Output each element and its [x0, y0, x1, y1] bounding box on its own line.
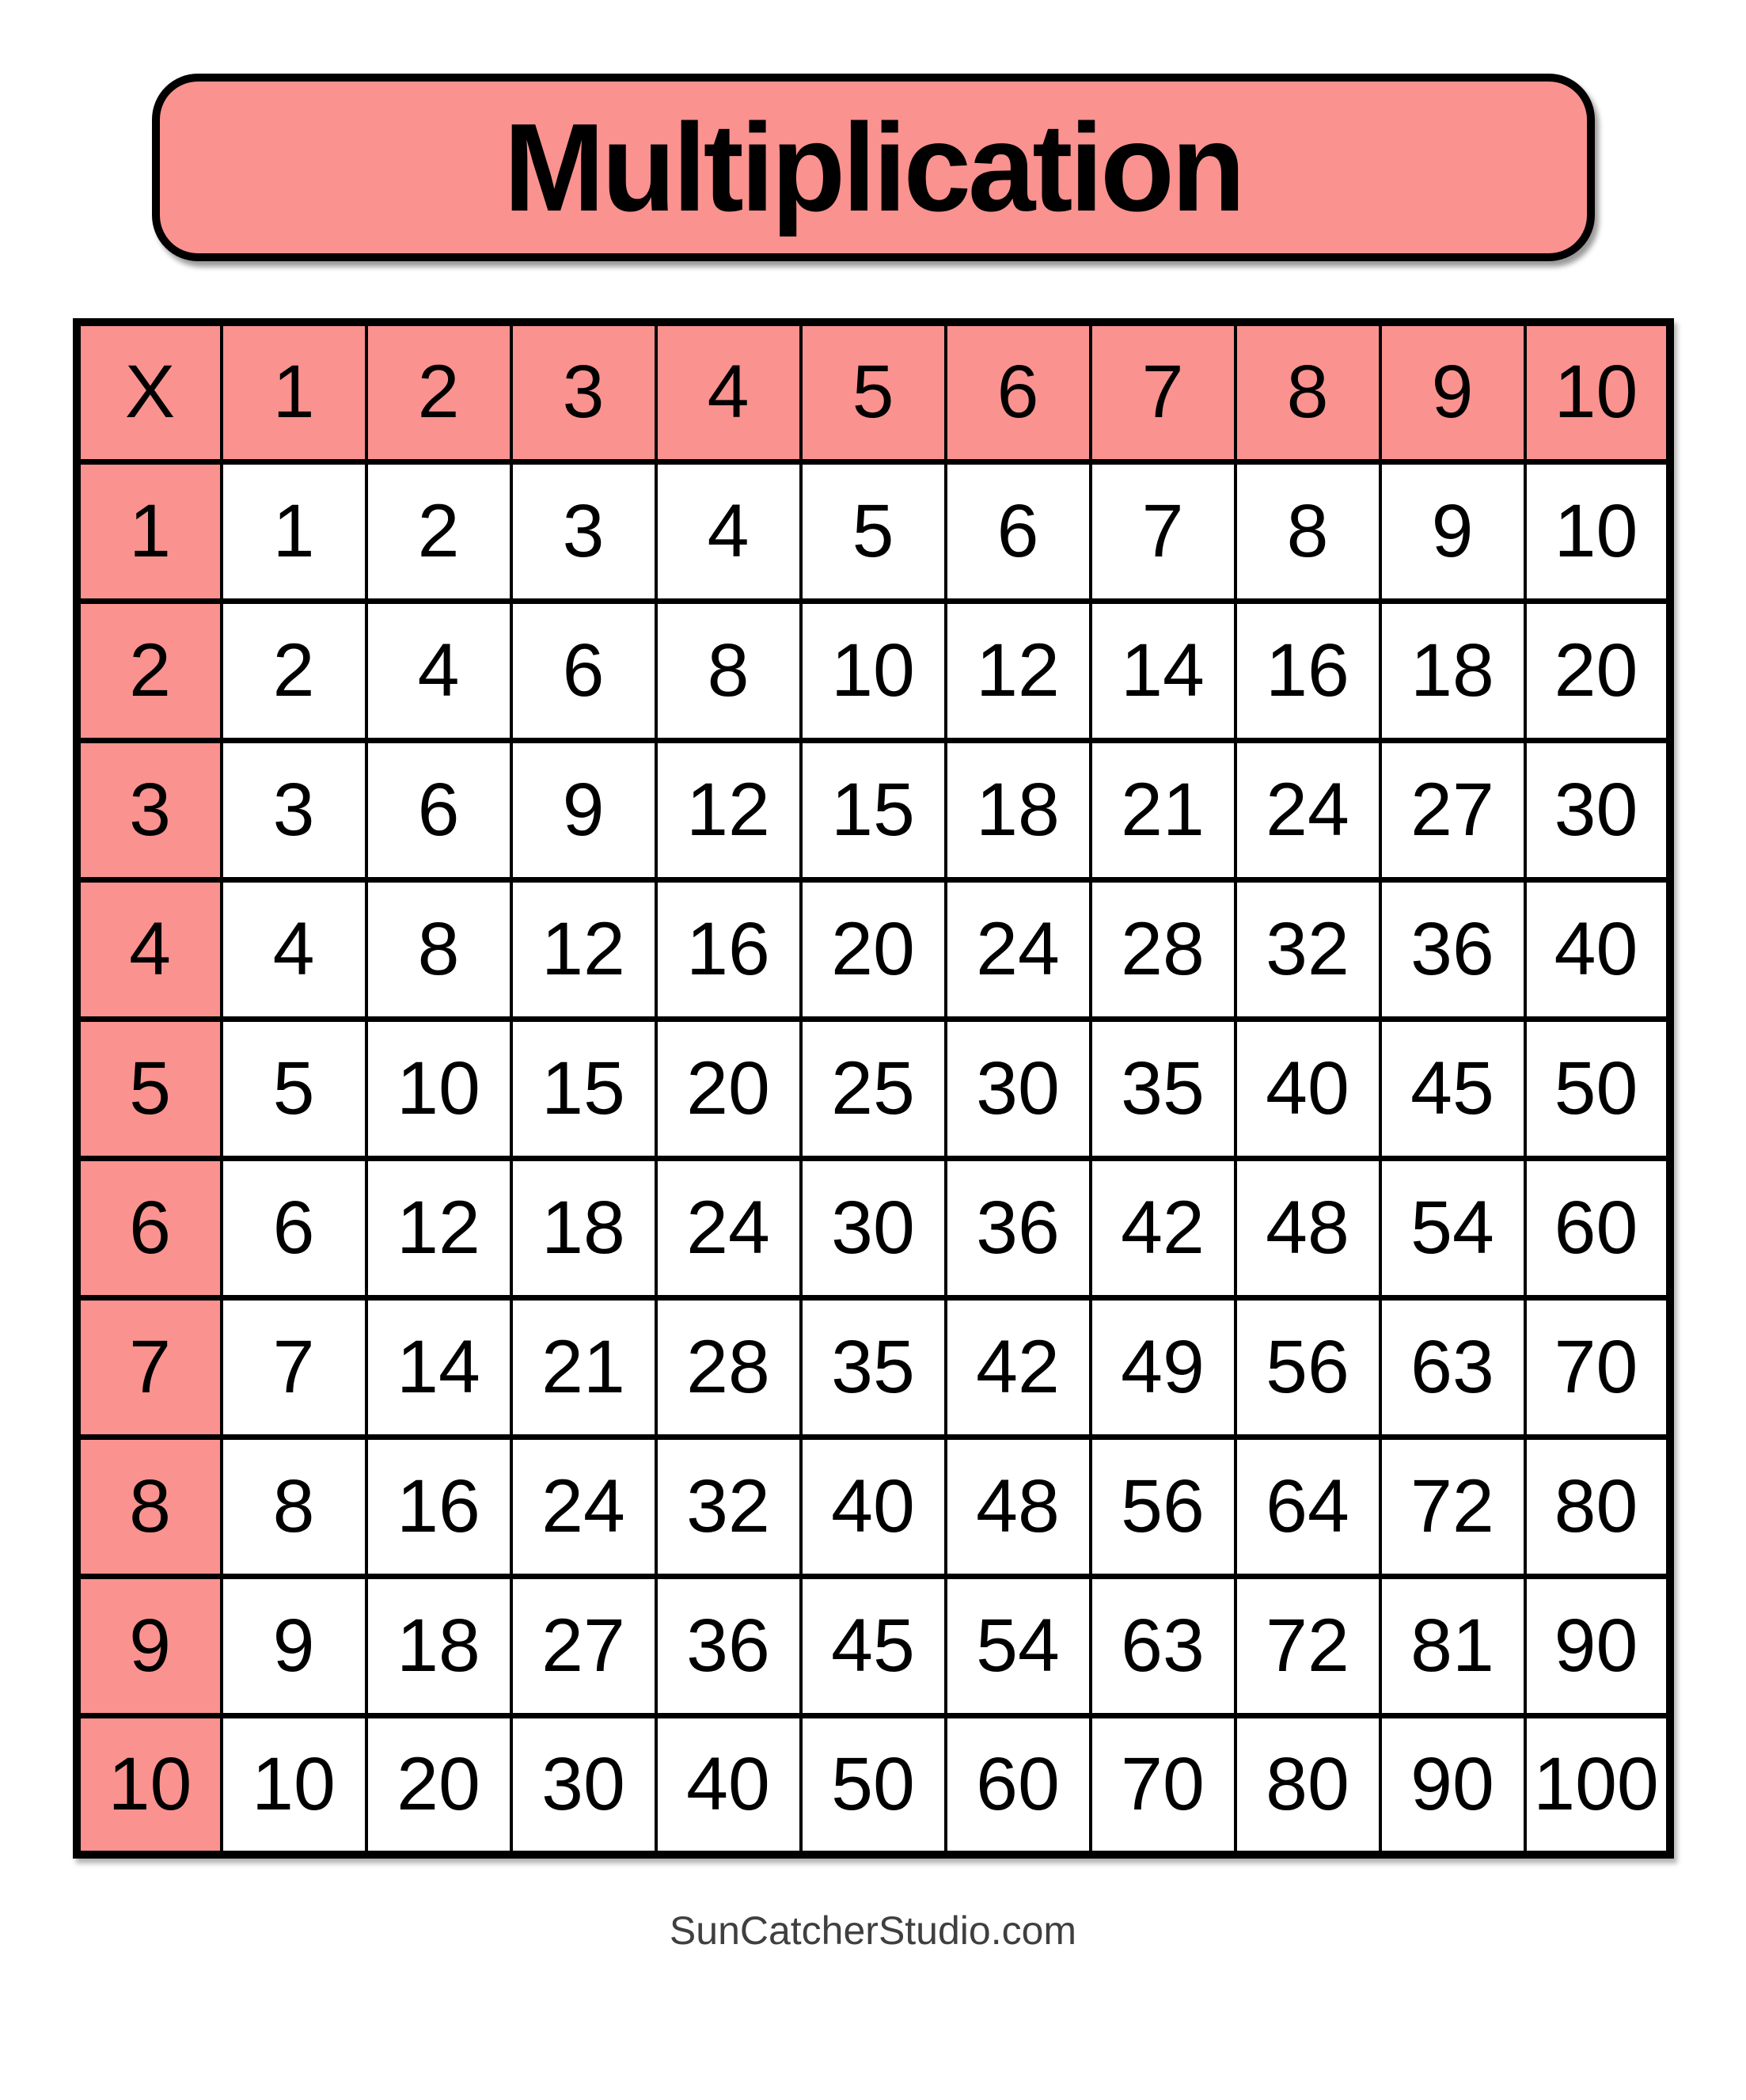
product-cell: 36 — [656, 1576, 801, 1715]
column-header-cell: 7 — [1091, 322, 1235, 461]
product-cell: 56 — [1091, 1437, 1235, 1576]
product-cell: 4 — [656, 461, 801, 601]
product-cell: 12 — [946, 601, 1091, 740]
product-cell: 30 — [1525, 740, 1670, 879]
product-cell: 27 — [511, 1576, 656, 1715]
page — [0, 74, 1746, 2100]
product-cell: 24 — [656, 1158, 801, 1297]
product-cell: 48 — [1235, 1158, 1380, 1297]
row-header-cell: 6 — [77, 1158, 222, 1297]
product-cell: 54 — [1380, 1158, 1525, 1297]
product-cell: 60 — [1525, 1158, 1670, 1297]
row-header-cell: 2 — [77, 601, 222, 740]
product-cell: 14 — [366, 1297, 511, 1437]
product-cell: 10 — [801, 601, 946, 740]
row-header-cell: 1 — [77, 461, 222, 601]
table-row — [77, 740, 1670, 879]
product-cell: 63 — [1380, 1297, 1525, 1437]
product-cell: 1 — [222, 461, 366, 601]
product-cell: 18 — [366, 1576, 511, 1715]
product-cell: 24 — [1235, 740, 1380, 879]
row-header-cell: 4 — [77, 879, 222, 1019]
product-cell: 20 — [366, 1715, 511, 1855]
product-cell: 32 — [656, 1437, 801, 1576]
table-row — [77, 601, 1670, 740]
product-cell: 70 — [1525, 1297, 1670, 1437]
product-cell: 8 — [1235, 461, 1380, 601]
product-cell: 80 — [1525, 1437, 1670, 1576]
product-cell: 30 — [801, 1158, 946, 1297]
product-cell: 16 — [1235, 601, 1380, 740]
multiplication-table — [73, 318, 1674, 1859]
product-cell: 40 — [801, 1437, 946, 1576]
product-cell: 64 — [1235, 1437, 1380, 1576]
product-cell: 30 — [946, 1019, 1091, 1158]
product-cell: 2 — [366, 461, 511, 601]
product-cell: 42 — [946, 1297, 1091, 1437]
column-header-cell: 1 — [222, 322, 366, 461]
product-cell: 15 — [801, 740, 946, 879]
product-cell: 3 — [511, 461, 656, 601]
row-header-cell: 7 — [77, 1297, 222, 1437]
product-cell: 90 — [1525, 1576, 1670, 1715]
product-cell: 80 — [1235, 1715, 1380, 1855]
column-header-cell: 10 — [1525, 322, 1670, 461]
product-cell: 28 — [1091, 879, 1235, 1019]
product-cell: 6 — [222, 1158, 366, 1297]
header-row — [77, 322, 1670, 461]
table-row — [77, 1576, 1670, 1715]
product-cell: 14 — [1091, 601, 1235, 740]
product-cell: 49 — [1091, 1297, 1235, 1437]
product-cell: 20 — [656, 1019, 801, 1158]
product-cell: 24 — [511, 1437, 656, 1576]
table-row — [77, 879, 1670, 1019]
row-header-cell: 5 — [77, 1019, 222, 1158]
product-cell: 5 — [222, 1019, 366, 1158]
product-cell: 8 — [656, 601, 801, 740]
product-cell: 4 — [366, 601, 511, 740]
product-cell: 25 — [801, 1019, 946, 1158]
product-cell: 2 — [222, 601, 366, 740]
product-cell: 56 — [1235, 1297, 1380, 1437]
product-cell: 6 — [946, 461, 1091, 601]
product-cell: 28 — [656, 1297, 801, 1437]
product-cell: 20 — [801, 879, 946, 1019]
product-cell: 70 — [1091, 1715, 1235, 1855]
product-cell: 72 — [1380, 1437, 1525, 1576]
product-cell: 36 — [946, 1158, 1091, 1297]
column-header-cell: 4 — [656, 322, 801, 461]
corner-cell: X — [77, 322, 222, 461]
footer-credit: SunCatcherStudio.com — [669, 1908, 1077, 1953]
product-cell: 54 — [946, 1576, 1091, 1715]
product-cell: 5 — [801, 461, 946, 601]
product-cell: 9 — [1380, 461, 1525, 601]
table-row — [77, 1158, 1670, 1297]
product-cell: 27 — [1380, 740, 1525, 879]
row-header-cell: 9 — [77, 1576, 222, 1715]
product-cell: 32 — [1235, 879, 1380, 1019]
product-cell: 7 — [222, 1297, 366, 1437]
product-cell: 36 — [1380, 879, 1525, 1019]
column-header-cell: 5 — [801, 322, 946, 461]
product-cell: 10 — [1525, 461, 1670, 601]
product-cell: 12 — [511, 879, 656, 1019]
product-cell: 90 — [1380, 1715, 1525, 1855]
product-cell: 45 — [1380, 1019, 1525, 1158]
table-head — [77, 322, 1670, 461]
product-cell: 4 — [222, 879, 366, 1019]
product-cell: 18 — [511, 1158, 656, 1297]
product-cell: 18 — [946, 740, 1091, 879]
column-header-cell: 9 — [1380, 322, 1525, 461]
product-cell: 40 — [1235, 1019, 1380, 1158]
row-header-cell: 3 — [77, 740, 222, 879]
title-banner — [152, 74, 1595, 261]
product-cell: 48 — [946, 1437, 1091, 1576]
product-cell: 9 — [511, 740, 656, 879]
table-row — [77, 1437, 1670, 1576]
column-header-cell: 8 — [1235, 322, 1380, 461]
product-cell: 8 — [366, 879, 511, 1019]
product-cell: 6 — [366, 740, 511, 879]
product-cell: 6 — [511, 601, 656, 740]
product-cell: 60 — [946, 1715, 1091, 1855]
product-cell: 15 — [511, 1019, 656, 1158]
table-row — [77, 1715, 1670, 1855]
product-cell: 50 — [801, 1715, 946, 1855]
product-cell: 35 — [801, 1297, 946, 1437]
product-cell: 10 — [366, 1019, 511, 1158]
product-cell: 40 — [1525, 879, 1670, 1019]
product-cell: 24 — [946, 879, 1091, 1019]
product-cell: 42 — [1091, 1158, 1235, 1297]
table-body — [77, 461, 1670, 1855]
product-cell: 72 — [1235, 1576, 1380, 1715]
column-header-cell: 3 — [511, 322, 656, 461]
product-cell: 8 — [222, 1437, 366, 1576]
product-cell: 18 — [1380, 601, 1525, 740]
product-cell: 21 — [511, 1297, 656, 1437]
product-cell: 40 — [656, 1715, 801, 1855]
product-cell: 35 — [1091, 1019, 1235, 1158]
product-cell: 12 — [366, 1158, 511, 1297]
table-row — [77, 1019, 1670, 1158]
product-cell: 45 — [801, 1576, 946, 1715]
table-row — [77, 461, 1670, 601]
table-row — [77, 1297, 1670, 1437]
page-title: Multiplication — [503, 97, 1243, 237]
product-cell: 3 — [222, 740, 366, 879]
product-cell: 100 — [1525, 1715, 1670, 1855]
row-header-cell: 10 — [77, 1715, 222, 1855]
row-header-cell: 8 — [77, 1437, 222, 1576]
product-cell: 12 — [656, 740, 801, 879]
product-cell: 7 — [1091, 461, 1235, 601]
product-cell: 9 — [222, 1576, 366, 1715]
product-cell: 10 — [222, 1715, 366, 1855]
product-cell: 81 — [1380, 1576, 1525, 1715]
product-cell: 16 — [656, 879, 801, 1019]
product-cell: 16 — [366, 1437, 511, 1576]
product-cell: 21 — [1091, 740, 1235, 879]
product-cell: 63 — [1091, 1576, 1235, 1715]
product-cell: 50 — [1525, 1019, 1670, 1158]
column-header-cell: 2 — [366, 322, 511, 461]
product-cell: 20 — [1525, 601, 1670, 740]
product-cell: 30 — [511, 1715, 656, 1855]
column-header-cell: 6 — [946, 322, 1091, 461]
